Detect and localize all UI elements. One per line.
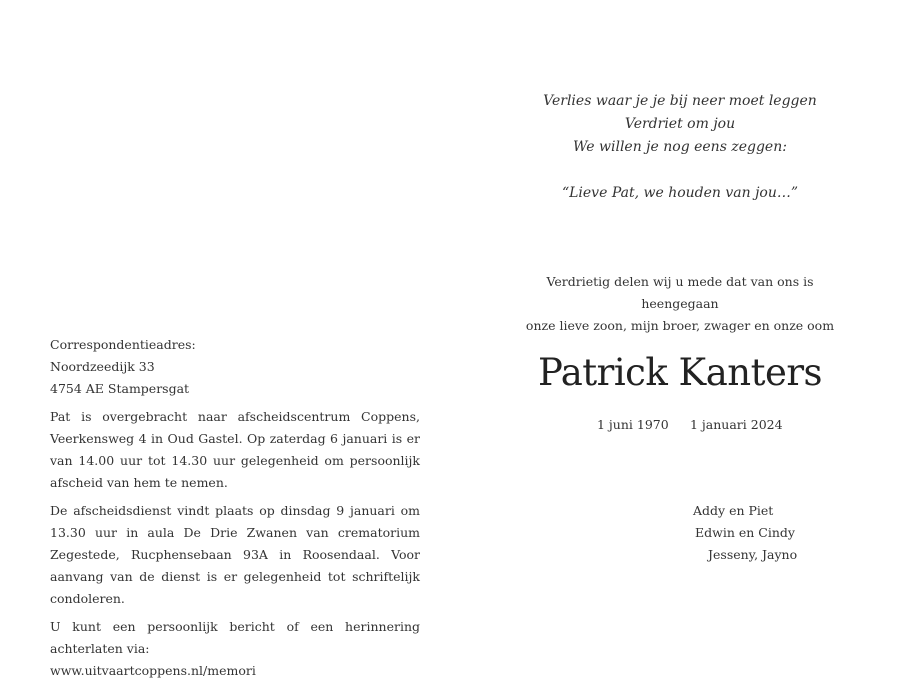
birth-date: 1 juni 1970 [597, 417, 669, 432]
condolence-paragraph: U kunt een persoonlijk bericht of een herinnering achterlaten via: [50, 619, 420, 656]
correspondence-city: 4754 AE Stampersgat [50, 381, 190, 396]
correspondence-label: Correspondentieadres: [50, 337, 196, 352]
poem-line-2: Verdriet om jou [624, 116, 736, 132]
family-line-3: Jesseny, Jayno [708, 547, 798, 562]
correspondence-street: Noordzeedijk 33 [50, 359, 155, 374]
memorial-link[interactable]: www.uitvaartcoppens.nl/memori [50, 663, 256, 678]
details-panel [50, 334, 420, 682]
poem [520, 90, 840, 205]
family-line-2: Edwin en Cindy [695, 525, 795, 540]
poem-line-1: Verlies waar je je bij neer moet leggen [543, 93, 817, 109]
death-date: 1 januari 2024 [690, 417, 783, 432]
service-paragraph: De afscheidsdienst vindt plaats op dinsdag 9 januari om 13.30 uur in aula De Drie Zwanen van crematorium Zegestede, Rucphensebaan 93A in Roosendaal. Voor aanvang van de dienst is er gelegenheid tot schriftelijk condoleren. [50, 503, 420, 606]
announcement [510, 271, 850, 337]
deceased-name: Patrick Kanters [537, 351, 823, 394]
correspondence-address [50, 334, 420, 400]
poem-quote: “Lieve Pat, we houden van jou…” [561, 185, 799, 201]
announcement-line-1: Verdrietig delen wij u mede dat van ons is heengegaan [546, 274, 814, 311]
poem-spacer [520, 159, 840, 182]
viewing-paragraph: Pat is overgebracht naar afscheidscentrum Coppens, Veerkensweg 4 in Oud Gastel. Op zaterdag 6 januari is er van 14.00 uur tot 14.30 uur gelegenheid om persoonlijk afscheid van hem te nemen. [50, 409, 420, 490]
poem-line-3: We willen je nog eens zeggen: [573, 139, 787, 155]
announcement-line-2: onze lieve zoon, mijn broer, zwager en onze oom [525, 318, 835, 333]
family-line-1: Addy en Piet [693, 503, 774, 518]
family-signatures [670, 500, 810, 566]
life-dates [560, 415, 820, 435]
